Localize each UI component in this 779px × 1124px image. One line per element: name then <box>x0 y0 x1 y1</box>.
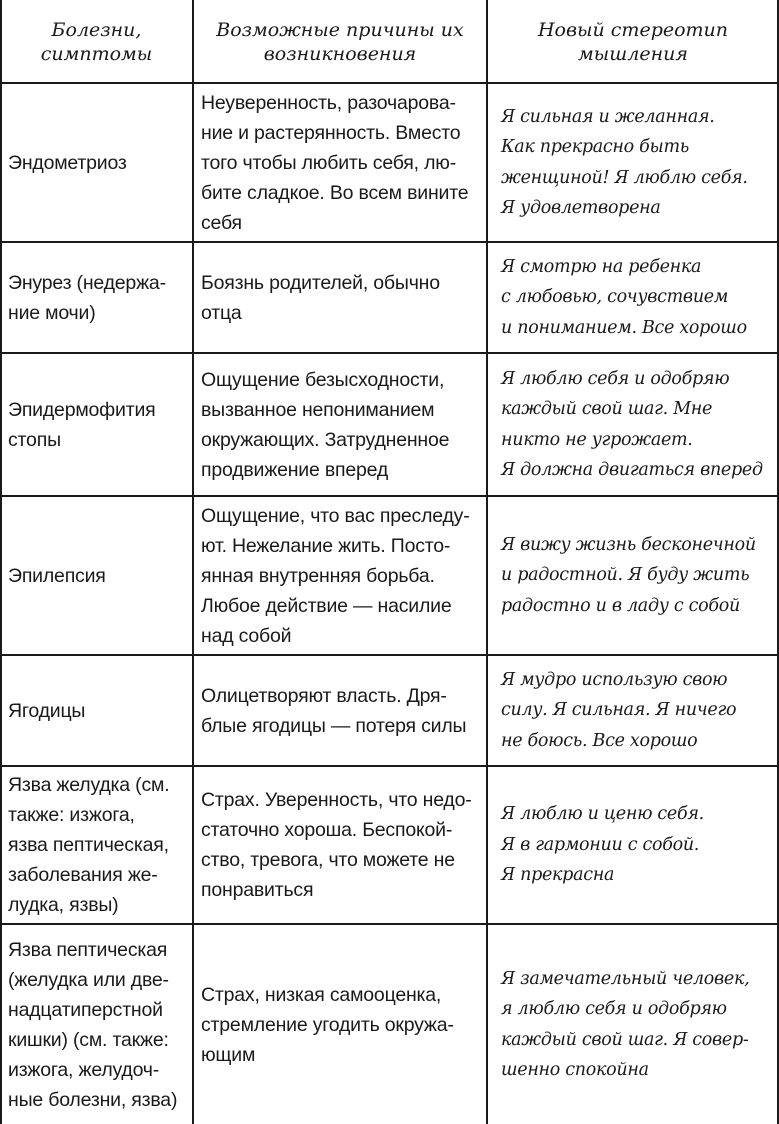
thought-text: Я люблю и ценю себя. Я в гармонии с собой. Я прекрасна <box>501 804 704 886</box>
disease-cell <box>0 354 193 495</box>
thought-cell <box>487 656 779 765</box>
cause-cell <box>193 354 487 495</box>
cause-cell <box>193 656 487 765</box>
header-diseases: Болезни, симптомы <box>40 19 153 65</box>
cause-text: Боязнь родителей, обычно отца <box>201 271 440 324</box>
disease-cell <box>0 84 193 241</box>
thought-text: Я вижу жизнь бесконечной и радостной. Я буду жить радостно и в ладу с собой <box>501 534 756 616</box>
column-divider <box>192 0 194 1124</box>
thought-cell <box>487 354 779 495</box>
cause-cell <box>193 84 487 241</box>
thought-text: Я смотрю на ребенка с любовью, сочувствием и пониманием. Все хорошо <box>501 256 747 338</box>
disease-cell <box>0 497 193 654</box>
thought-text: Я сильная и желанная. Как прекрасно быть женщиной! Я люблю себя. Я удовлетворена <box>501 106 748 218</box>
cause-text: Ощущение, что вас преследу- ют. Нежелание жить. Посто- янная внутренняя борьба. Любое действие — насилие над собой <box>201 504 470 647</box>
thought-cell <box>487 497 779 654</box>
thought-cell <box>487 243 779 352</box>
table-row <box>0 243 779 354</box>
cause-cell <box>193 243 487 352</box>
table-row <box>0 497 779 656</box>
header-new-thinking: Новый стереотип мышления <box>537 19 729 65</box>
table-left-edge <box>0 0 2 1124</box>
disease-cell <box>0 925 193 1124</box>
cause-text: Олицетворяют власть. Дря- блые ягодицы — потеря силы <box>201 684 467 737</box>
table-row <box>0 354 779 497</box>
table-row <box>0 767 779 925</box>
cause-text: Страх. Уверенность, что недо- статочно хороша. Беспокой- ство, тревога, что можете не понравиться <box>201 789 472 901</box>
disease-text: Эпидермофития стопы <box>8 398 156 451</box>
thought-cell <box>487 84 779 241</box>
disease-text: Язва желудка (см. также: изжога, язва пептическая, заболевания же- лудка, язвы) <box>8 774 170 916</box>
table-row <box>0 84 779 243</box>
disease-text: Эндометриоз <box>8 151 127 174</box>
column-divider <box>486 0 488 1124</box>
disease-text: Ягодицы <box>8 699 86 722</box>
disease-text: Энурез (недержа- ние мочи) <box>8 271 166 324</box>
cause-text: Страх, низкая самооценка, стремление угодить окружа- ющим <box>201 983 454 1066</box>
thought-cell <box>487 925 779 1124</box>
cause-cell <box>193 767 487 923</box>
disease-cell <box>0 656 193 765</box>
disease-cell <box>0 767 193 923</box>
table-row <box>0 656 779 767</box>
thought-text: Я люблю себя и одобряю каждый свой шаг. Мне никто не угрожает. Я должна двигаться вперед <box>501 368 763 480</box>
disease-text: Эпилепсия <box>8 564 106 587</box>
thought-text: Я замечательный человек, я люблю себя и одобряю каждый свой шаг. Я совер- шенно спокойна <box>501 968 750 1080</box>
header-causes: Возможные причины их возникновения <box>216 19 464 65</box>
cause-text: Ощущение безысходности, вызванное непониманием окружающих. Затрудненное продвижение вперед <box>201 368 450 481</box>
table-row <box>0 925 779 1124</box>
disease-cell <box>0 243 193 352</box>
disease-text: Язва пептическая (желудка или две- надцатиперстной кишки) (см. также: изжога, желудоч- ные болезни, язва) <box>8 938 178 1111</box>
table-header <box>0 0 779 84</box>
thought-cell <box>487 767 779 923</box>
thought-text: Я мудро использую свою силу. Я сильная. Я ничего не боюсь. Все хорошо <box>501 669 737 751</box>
cause-cell <box>193 925 487 1124</box>
cause-text: Неуверенность, разочарова- ние и растерянность. Вместо того чтобы любить себя, лю- бите сладкое. Во всем вините себя <box>201 91 469 234</box>
cause-cell <box>193 497 487 654</box>
